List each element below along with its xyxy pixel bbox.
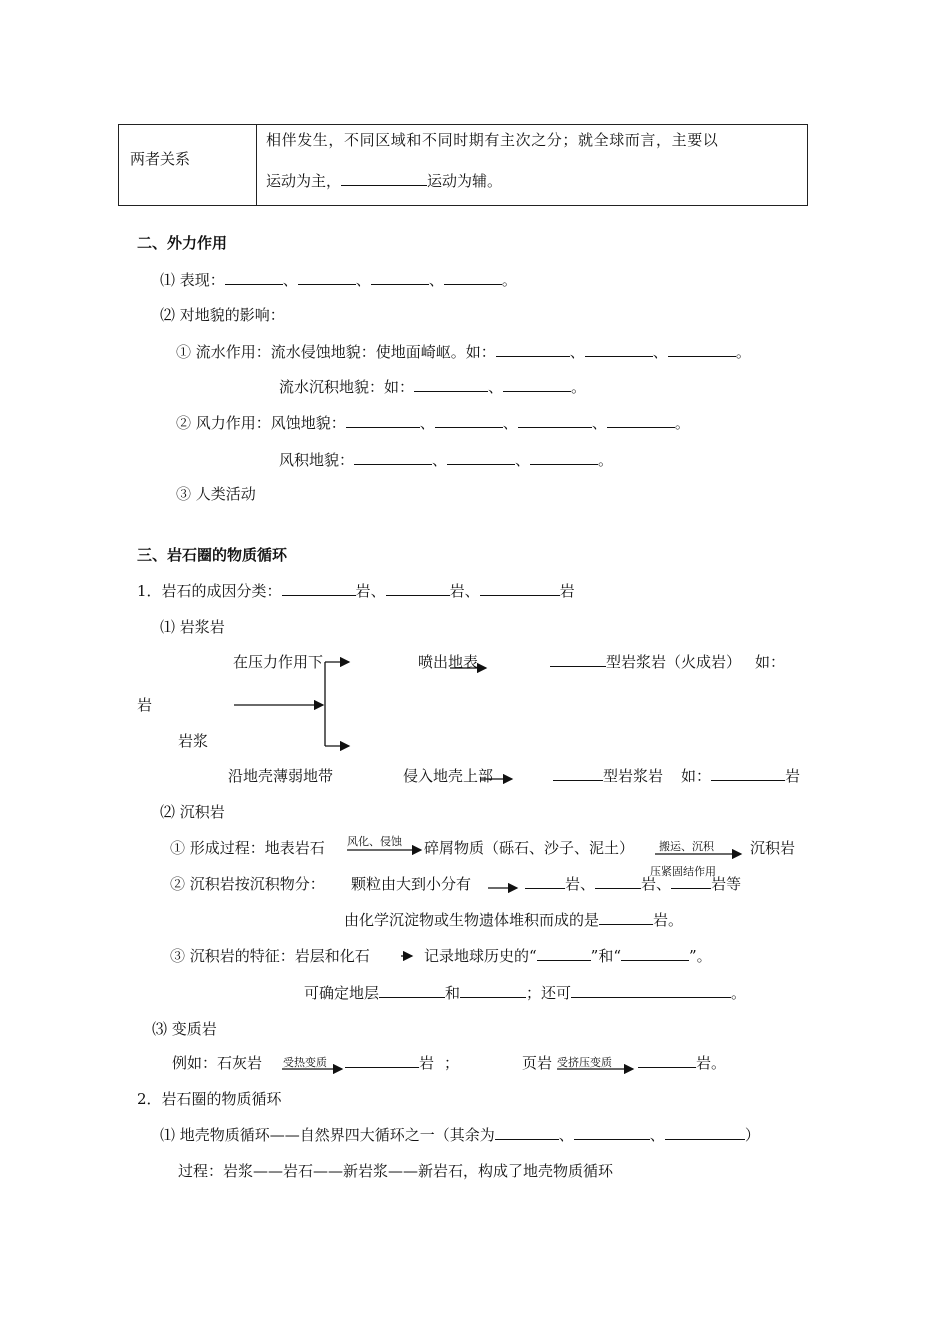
wind-deposition-line: 风积地貌： 、 、 。 (279, 451, 614, 469)
rock-classification-line: 1．岩石的成因分类： 岩、 岩、 岩 (137, 582, 575, 600)
table-line-2: 运动为主， 运动为辅。 (266, 172, 503, 190)
chemical-line: 由化学沉淀物或生物遗体堆积而成的是 岩。 (344, 911, 684, 929)
rock-left-label: 岩 (137, 696, 153, 714)
cycle-title: 2．岩石圈的物质循环 (137, 1090, 282, 1108)
influence-line: ⑵ 对地貌的影响： (160, 306, 285, 324)
crust-cycle-line: ⑴ 地壳物质循环——自然界四大循环之一（其余为 、 、 ） (160, 1126, 760, 1144)
compaction-label: 压紧固结作用 (650, 865, 716, 878)
intrusive-line: 型岩浆岩 如： 岩 (553, 766, 800, 786)
water-deposition-line: 流水沉积地貌：如： 、 。 (279, 378, 587, 396)
sedimentary-rock-label: 沉积岩 (750, 839, 796, 857)
shale-label: 页岩 (522, 1054, 553, 1072)
table-label: 两者关系 (130, 150, 191, 168)
weathering-label: 风化、侵蚀 (347, 835, 402, 848)
biaoxian-line: ⑴ 表现： 、 、 、 。 (160, 271, 517, 289)
heat-label: 受热变质 (283, 1056, 327, 1069)
record-line: 记录地球历史的“ ”和“ ”。 (424, 947, 712, 965)
pressure-label: 在压力作用下 (233, 653, 324, 671)
weak-zone-label: 沿地壳薄弱地带 (228, 767, 334, 785)
water-erosion-line: ① 流水作用：流水侵蚀地貌：使地面崎岖。如： 、 、 。 (176, 343, 751, 361)
igneous-heading: ⑴ 岩浆岩 (160, 618, 225, 636)
sedimentary-heading: ⑵ 沉积岩 (160, 803, 225, 821)
feature-label: ③ 沉积岩的特征：岩层和化石 (170, 947, 370, 965)
erupt-label: 喷出地表 (418, 653, 479, 671)
human-activity-line: ③ 人类活动 (176, 485, 256, 503)
limestone-result: 岩 ； (345, 1053, 459, 1073)
magma-label: 岩浆 (178, 732, 209, 750)
grain-blanks: 岩、 岩、 岩等 (525, 874, 741, 894)
section-3-title: 三、岩石圈的物质循环 (137, 546, 288, 564)
shale-result: 岩。 (638, 1053, 726, 1073)
grain-label: 颗粒由大到小分有 (351, 875, 472, 893)
metamorphic-heading: ⑶ 变质岩 (152, 1020, 217, 1038)
example-label: 例如：石灰岩 (172, 1054, 263, 1072)
table-line-1: 相伴发生，不同区域和不同时期有主次之分；就全球而言，主要以 (266, 131, 719, 149)
wind-erosion-line: ② 风力作用：风蚀地貌： 、 、 、 。 (176, 414, 690, 432)
determine-line: 可确定地层 和 ；还可 。 (304, 984, 747, 1002)
section-2-title: 二、外力作用 (137, 234, 228, 252)
formation-label: ① 形成过程：地表岩石 (170, 839, 325, 857)
debris-label: 碎屑物质（砾石、沙子、泥土） (424, 839, 635, 857)
transport-label: 搬运、沉积 (659, 840, 714, 853)
extrusive-line: 型岩浆岩（火成岩） 如： (550, 652, 785, 672)
intrude-label: 侵入地壳上部 (403, 767, 494, 785)
process-line: 过程：岩浆——岩石——新岩浆——新岩石，构成了地壳物质循环 (178, 1162, 614, 1180)
press-meta-label: 受挤压变质 (557, 1056, 612, 1069)
by-deposit-label: ② 沉积岩按沉积物分： (170, 875, 325, 893)
